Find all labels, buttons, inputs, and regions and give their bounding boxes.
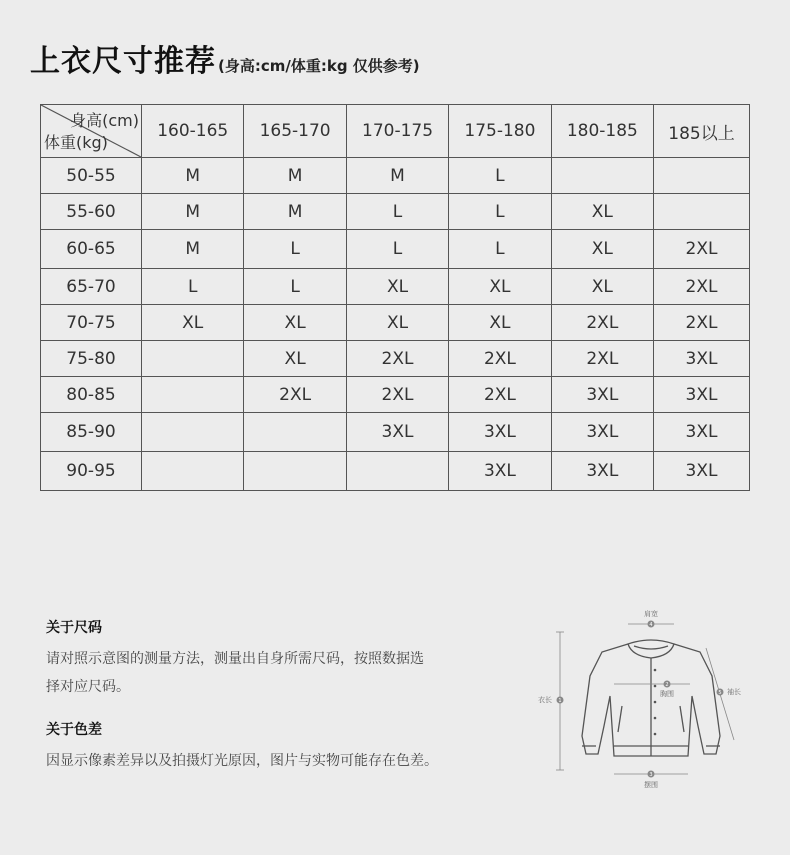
size-cell: M	[346, 158, 448, 194]
about-size-line2: 择对应尺码。	[46, 679, 130, 695]
size-cell: 2XL	[654, 269, 750, 305]
corner-cell	[41, 105, 142, 158]
marker-2: 2	[665, 682, 669, 688]
table-row	[41, 230, 750, 269]
size-cell: 2XL	[551, 305, 653, 341]
table-row	[41, 305, 750, 341]
size-cell: M	[142, 230, 244, 269]
measurement-diagram	[530, 606, 760, 796]
size-cell	[654, 158, 750, 194]
about-size-heading: 关于尺码	[46, 620, 102, 636]
size-cell	[142, 413, 244, 452]
table-row	[41, 377, 750, 413]
table-row	[41, 413, 750, 452]
weight-range-cell: 55-60	[41, 194, 142, 230]
size-cell: XL	[551, 269, 653, 305]
size-cell: 3XL	[654, 377, 750, 413]
table-row	[41, 158, 750, 194]
marker-4: 4	[649, 622, 653, 628]
size-cell: L	[449, 230, 551, 269]
length-label: 衣长	[538, 696, 552, 704]
page-title	[30, 36, 420, 80]
height-range-header: 185以上	[654, 105, 750, 158]
table-row	[41, 269, 750, 305]
height-range-header: 180-185	[551, 105, 653, 158]
size-cell: XL	[449, 305, 551, 341]
table-row	[41, 194, 750, 230]
size-cell: M	[142, 158, 244, 194]
size-cell: 3XL	[551, 413, 653, 452]
size-cell	[244, 452, 346, 491]
size-cell	[346, 452, 448, 491]
size-cell: L	[244, 269, 346, 305]
title-subtitle: (身高:cm/体重:kg 仅供参考)	[218, 57, 420, 75]
size-cell	[142, 377, 244, 413]
size-cell: 2XL	[244, 377, 346, 413]
title-main: 上衣尺寸推荐	[30, 44, 216, 79]
size-cell: L	[449, 158, 551, 194]
size-cell: 2XL	[449, 341, 551, 377]
size-cell	[551, 158, 653, 194]
size-cell: XL	[244, 341, 346, 377]
height-range-header: 160-165	[142, 105, 244, 158]
size-cell: M	[244, 194, 346, 230]
size-cell: 2XL	[551, 341, 653, 377]
size-cell: L	[142, 269, 244, 305]
about-color-text: 因显示像素差异以及拍摄灯光原因，图片与实物可能存在色差。	[46, 753, 438, 769]
hem-label: 摆围	[644, 781, 658, 789]
size-cell: 2XL	[449, 377, 551, 413]
height-range-header: 175-180	[449, 105, 551, 158]
size-cell: XL	[449, 269, 551, 305]
size-cell: XL	[551, 194, 653, 230]
size-cell: L	[346, 230, 448, 269]
weight-range-cell: 85-90	[41, 413, 142, 452]
weight-range-cell: 60-65	[41, 230, 142, 269]
size-cell: 3XL	[551, 377, 653, 413]
size-cell: 3XL	[654, 452, 750, 491]
marker-5: 5	[718, 690, 722, 696]
size-cell: 3XL	[654, 413, 750, 452]
size-cell: L	[449, 194, 551, 230]
size-cell: L	[346, 194, 448, 230]
weight-range-cell: 70-75	[41, 305, 142, 341]
size-chart-table	[40, 104, 750, 491]
marker-3: 3	[649, 772, 653, 778]
weight-range-cell: 75-80	[41, 341, 142, 377]
size-cell: 3XL	[346, 413, 448, 452]
size-cell	[654, 194, 750, 230]
about-color-section	[46, 719, 438, 775]
size-cell: L	[244, 230, 346, 269]
size-cell: XL	[346, 269, 448, 305]
size-cell: 2XL	[654, 305, 750, 341]
weight-range-cell: 90-95	[41, 452, 142, 491]
corner-weight-label: 体重(kg)	[44, 133, 108, 152]
about-size-section	[46, 617, 424, 701]
size-cell: XL	[346, 305, 448, 341]
weight-range-cell: 65-70	[41, 269, 142, 305]
table-row	[41, 452, 750, 491]
sleeve-label: 袖长	[727, 688, 741, 696]
header-row	[41, 105, 750, 158]
chest-label: 胸围	[660, 690, 674, 698]
size-cell	[244, 413, 346, 452]
weight-range-cell: 50-55	[41, 158, 142, 194]
height-range-header: 165-170	[244, 105, 346, 158]
jacket-illustration	[530, 606, 760, 796]
height-range-header: 170-175	[346, 105, 448, 158]
size-cell: XL	[551, 230, 653, 269]
marker-1: 1	[558, 698, 562, 704]
size-cell: 3XL	[654, 341, 750, 377]
size-cell	[142, 341, 244, 377]
size-cell: 2XL	[346, 341, 448, 377]
size-cell: 2XL	[346, 377, 448, 413]
size-cell: XL	[142, 305, 244, 341]
size-cell: M	[142, 194, 244, 230]
size-cell: 3XL	[449, 413, 551, 452]
shoulder-label: 肩宽	[644, 610, 658, 618]
size-cell: 2XL	[654, 230, 750, 269]
about-color-heading: 关于色差	[46, 722, 102, 738]
size-cell	[142, 452, 244, 491]
size-cell: 3XL	[551, 452, 653, 491]
corner-height-label: 身高(cm)	[70, 111, 139, 130]
size-cell: M	[244, 158, 346, 194]
weight-range-cell: 80-85	[41, 377, 142, 413]
size-cell: 3XL	[449, 452, 551, 491]
size-cell: XL	[244, 305, 346, 341]
about-size-line1: 请对照示意图的测量方法，测量出自身所需尺码，按照数据选	[46, 651, 424, 667]
table-row	[41, 341, 750, 377]
